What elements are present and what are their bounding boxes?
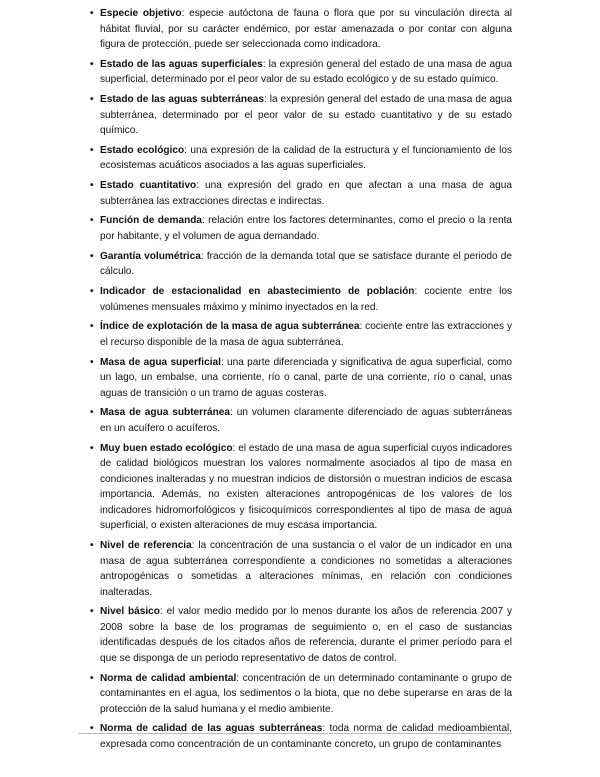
glossary-definition: : la expresión general del estado de una masa de agua superficial, determinado por el peor valor de su estado ecológico y de su estado químico. xyxy=(100,58,512,86)
glossary-term: Masa de agua subterránea xyxy=(100,407,231,419)
glossary-definition: : cociente entre las extracciones y el recurso disponible de la masa de agua subterránea. xyxy=(100,321,512,348)
bullet-icon: • xyxy=(90,442,94,454)
glossary-term: Especie objetivo xyxy=(100,8,182,19)
glossary-definition: : un volumen claramente diferenciado de aguas subterráneas en un acuífero o acuíferos. xyxy=(100,407,512,434)
glossary-entry xyxy=(90,671,512,718)
glossary-definition: : la concentración de una sustancia o el valor de un indicador en una masa de agua subterránea correspondiente a condiciones no sometidas a alteraciones antropogénicas o sometidas a alteraciones mínimas, en relación con condiciones inalteradas. xyxy=(100,540,512,598)
bullet-icon: • xyxy=(90,606,94,618)
glossary-term: Muy buen estado ecológico xyxy=(100,442,233,454)
glossary-definition: : cociente entre los volúmenes mensuales máximo y mínimo inyectados en la red. xyxy=(100,286,512,313)
bullet-icon: • xyxy=(90,8,94,19)
glossary-entry xyxy=(90,441,512,534)
bullet-icon: • xyxy=(90,94,94,106)
glossary-entry xyxy=(90,604,512,666)
glossary-list xyxy=(90,6,512,757)
bullet-icon: • xyxy=(90,321,94,333)
bullet-icon: • xyxy=(90,540,94,552)
bullet-icon: • xyxy=(90,180,94,192)
bullet-icon: • xyxy=(90,250,94,262)
glossary-definition: : concentración de un determinado contaminante o grupo de contaminantes en el agua, los sedimentos o la biota, que no debe superarse en aras de la protección de la salud humana y el medio ambiente. xyxy=(100,672,512,715)
glossary-definition: : especie autóctona de fauna o flora que por su vinculación directa al hábitat fluvial, por su carácter endémico, por estar amenazada o por contar con alguna figura de protección, puede ser seleccionada como indicadora. xyxy=(100,8,513,50)
bullet-icon: • xyxy=(90,407,94,419)
glossary-entry xyxy=(90,355,512,402)
glossary-entry xyxy=(90,319,512,350)
glossary-definition: : relación entre los factores determinantes, como el precio o la renta por habitante, y el volumen de agua demandado. xyxy=(100,215,513,242)
glossary-term: Nivel básico xyxy=(100,606,160,618)
glossary-entry xyxy=(90,213,512,244)
glossary-term: Estado cuantitativo xyxy=(100,180,197,192)
glossary-term: Estado ecológico xyxy=(100,144,185,156)
bullet-icon: • xyxy=(90,58,94,70)
glossary-term: Nivel de referencia xyxy=(100,540,192,552)
glossary-definition: : el estado de una masa de agua superficial cuyos indicadores de calidad biológicos muestran los valores normalmente asociados al tipo de masa en condiciones inalteradas y no muestran indicios de distorsión o muestran indicios de escasa importancia. Además, no existen alteraciones antropogénicas de los valores de los indicadores hidromorfológicos y fisicoquímicos correspondientes al tipo de masa de agua superficial, o existen alteraciones de muy escasa importancia. xyxy=(100,442,513,532)
bullet-icon: • xyxy=(90,215,94,227)
glossary-definition: : una expresión del grado en que afectan a una masa de agua subterránea las extracciones directas e indirectas. xyxy=(100,180,512,207)
glossary-definition: : fracción de la demanda total que se satisface durante el periodo de cálculo. xyxy=(100,250,512,278)
glossary-definition: : una parte diferenciada y significativa de agua superficial, como un lago, un embalse, una corriente, río o canal, parte de una corriente, río o canal, unas aguas de transición o un tramo de aguas costeras. xyxy=(100,356,512,399)
glossary-entry xyxy=(90,178,512,209)
glossary-entry xyxy=(90,57,512,88)
glossary-entry xyxy=(90,405,512,436)
glossary-term: Norma de calidad de las aguas subterráneas xyxy=(100,723,323,735)
glossary-entry xyxy=(90,249,512,280)
bullet-icon: • xyxy=(90,672,94,684)
glossary-term: Norma de calidad ambiental xyxy=(100,672,237,684)
bullet-icon: • xyxy=(90,356,94,368)
glossary-entry xyxy=(90,6,512,53)
glossary-term: Función de demanda xyxy=(100,215,203,227)
glossary-term: Garantía volumétrica xyxy=(100,250,201,262)
bullet-icon: • xyxy=(90,723,94,735)
glossary-term: Estado de las aguas superficiales xyxy=(100,58,263,70)
glossary-term: Indicador de estacionalidad en abastecimiento de población xyxy=(100,286,415,298)
glossary-entry xyxy=(90,284,512,315)
glossary-term: Índice de explotación de la masa de agua subterránea xyxy=(100,321,360,333)
glossary-entry xyxy=(90,721,512,752)
glossary-entry xyxy=(90,92,512,139)
footer-divider xyxy=(78,733,512,734)
bullet-icon: • xyxy=(90,144,94,156)
glossary-definition: : el valor medio medido por lo menos durante los años de referencia 2007 y 2008 sobre la base de los programas de seguimiento o, en el caso de sustancias identificadas después de los citados años de referencia, durante el primer período para el que se disponga de un periodo representativo de datos de control. xyxy=(100,606,512,664)
bullet-icon: • xyxy=(90,286,94,298)
glossary-term: Estado de las aguas subterráneas xyxy=(100,94,264,106)
glossary-entry xyxy=(90,538,512,600)
glossary-definition: : una expresión de la calidad de la estructura y el funcionamiento de los ecosistemas acuáticos asociados a las aguas superficiales. xyxy=(100,144,512,172)
glossary-definition: : la expresión general del estado de una masa de agua subterránea, determinado por el peor valor de su estado cuantitativo y de su estado químico. xyxy=(100,94,512,137)
glossary-term: Masa de agua superficial xyxy=(100,356,221,368)
glossary-entry xyxy=(90,143,512,174)
glossary-definition: : toda norma de calidad medioambiental, expresada como concentración de un contaminante concreto, un grupo de contaminantes xyxy=(100,723,512,750)
